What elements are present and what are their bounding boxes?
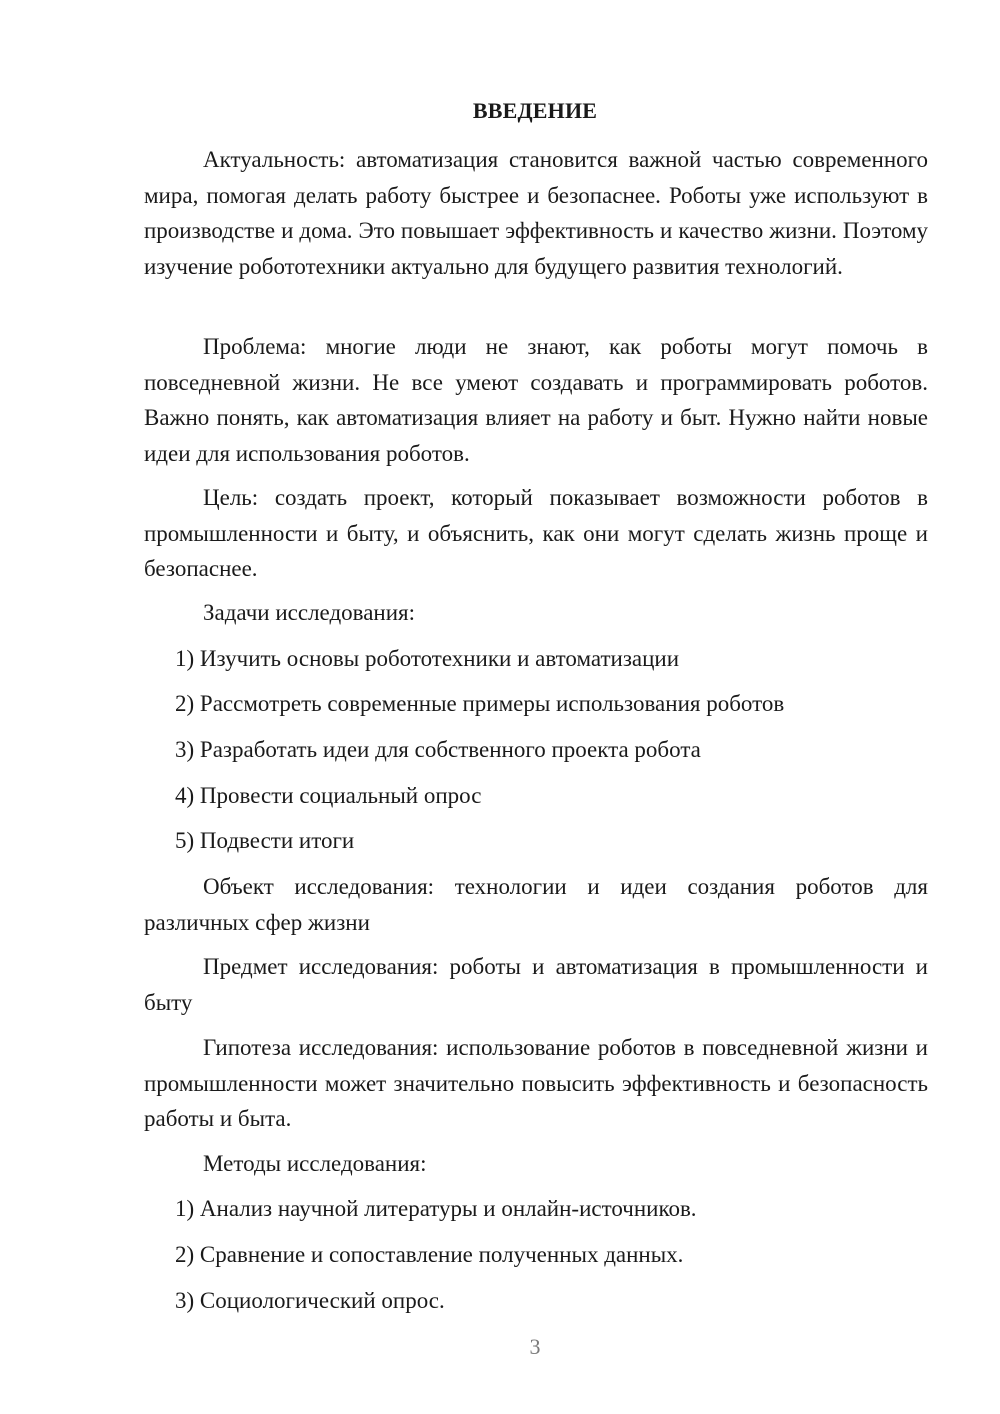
tasks-label: Задачи исследования: (203, 600, 416, 625)
method-item: 2) Сравнение и сопоставление полученных данных. (175, 1242, 684, 1267)
task-item: 2) Рассмотреть современные примеры использования роботов (175, 691, 785, 716)
task-item: 5) Подвести итоги (175, 828, 355, 853)
task-item: 4) Провести социальный опрос (175, 783, 482, 808)
method-item: 3) Социологический опрос. (175, 1288, 445, 1313)
page-number: 3 (529, 1334, 541, 1359)
method-item: 1) Анализ научной литературы и онлайн-источников. (175, 1196, 697, 1221)
relevance-paragraph: Актуальность: автоматизация становится важной частью современного мира, помогая делать работу быстрее и безопаснее. Роботы уже используют в производстве и дома. Это повышает эффективность и качество жизни. Поэтому изучение робототехники актуально для будущего развития технологий. (144, 147, 928, 279)
task-item: 1) Изучить основы робототехники и автоматизации (175, 646, 680, 671)
goal-paragraph: Цель: создать проект, который показывает возможности роботов в промышленности и быту, и объяснить, как они могут сделать жизнь проще и безопаснее. (144, 485, 928, 581)
subject-paragraph: Предмет исследования: роботы и автоматизация в промышленности и быту (144, 954, 928, 1015)
task-item: 3) Разработать идеи для собственного проекта робота (175, 737, 701, 762)
problem-paragraph: Проблема: многие люди не знают, как роботы могут помочь в повседневной жизни. Не все умеют создавать и программировать роботов. Важно понять, как автоматизация влияет на работу и быт. Нужно найти новые идеи для использования роботов. (144, 334, 928, 466)
section-heading: ВВЕДЕНИЕ (472, 98, 598, 123)
methods-label: Методы исследования: (203, 1151, 427, 1176)
hypothesis-paragraph: Гипотеза исследования: использование роботов в повседневной жизни и промышленности может значительно повысить эффективность и безопасность работы и быта. (144, 1035, 928, 1131)
object-paragraph: Объект исследования: технологии и идеи создания роботов для различных сфер жизни (144, 874, 928, 935)
